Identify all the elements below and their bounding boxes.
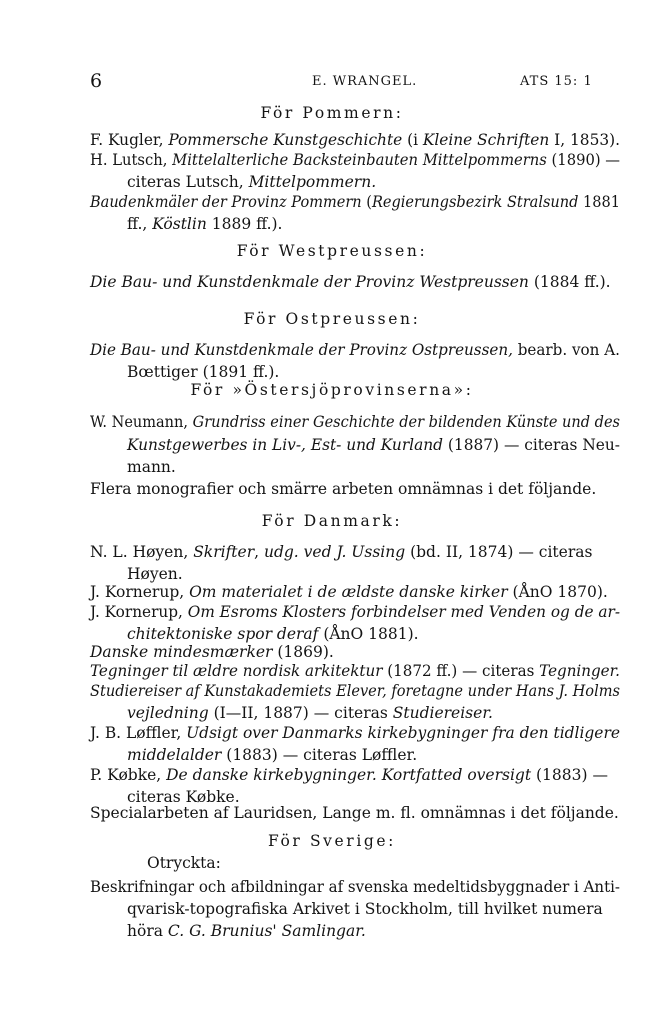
italic-title: Om Esroms Klosters forbindelser med Venden og de ar- xyxy=(187,603,620,621)
text-run: qvarisk-topografiska Arkivet i Stockholm, till hvilket numera xyxy=(127,900,603,918)
bibliography-entry-continuation xyxy=(127,214,283,234)
bibliography-entry-line xyxy=(90,877,620,897)
italic-title: Tegninger. xyxy=(539,662,620,680)
section-heading: För Ostpreussen: xyxy=(243,310,421,328)
text-run: Specialarbeten af Lauridsen, Lange m. fl. omnämnas i det följande. xyxy=(90,804,619,822)
bibliography-entry-line xyxy=(90,130,620,150)
text-run: J. Kornerup, xyxy=(90,603,188,621)
text-run: (i xyxy=(402,131,423,149)
text-run: F. Kugler, xyxy=(90,131,169,149)
bibliography-entry-line xyxy=(90,765,608,785)
bibliography-entry-line xyxy=(90,681,620,701)
italic-title: Mittelalterliche Backsteinbauten Mittelpommerns xyxy=(172,151,547,169)
italic-title: Die Bau- und Kunstdenkmale der Provinz Westpreussen xyxy=(90,273,529,291)
bibliography-entry-continuation xyxy=(127,172,376,192)
text-run: H. Lutsch, xyxy=(90,151,173,169)
bibliography-entry-line xyxy=(90,412,620,432)
bibliography-entry-line xyxy=(90,582,608,602)
bibliography-entry-continuation xyxy=(127,564,183,584)
text-run: (bd. II, 1874) — citeras xyxy=(405,543,593,561)
text-run: 1881 xyxy=(578,193,620,211)
text-run: Beskrifningar och afbildningar af svenska medeltidsbyggnader i Anti- xyxy=(90,878,620,896)
text-run: W. Neumann, xyxy=(90,413,193,431)
text-run: (1883) — citeras Løffler. xyxy=(221,746,418,764)
italic-title: Regierungsbezirk Stralsund xyxy=(371,193,579,211)
italic-title: C. G. Brunius' Samlingar. xyxy=(167,922,366,940)
text-run: (1890) — xyxy=(546,151,620,169)
italic-title: Om materialet i de ældste danske kirker xyxy=(189,583,508,601)
italic-title: middelalder xyxy=(127,746,222,764)
text-run: (1869). xyxy=(272,643,334,661)
bibliography-entry-continuation xyxy=(127,703,493,723)
text-run: (ÅnO 1870). xyxy=(507,583,608,601)
italic-title: udg. ved J. Ussing xyxy=(263,543,406,561)
italic-title: Danske mindesmærker xyxy=(90,643,273,661)
italic-title: vejledning xyxy=(127,704,209,722)
bibliography-entry-line xyxy=(90,661,620,681)
bibliography-entry-line xyxy=(90,272,611,292)
bibliography-entry-line xyxy=(90,723,620,743)
bibliography-entry-line xyxy=(90,150,620,170)
bibliography-entry-line xyxy=(90,340,620,360)
italic-title: chitektoniske spor deraf xyxy=(127,625,319,643)
bibliography-entry-line xyxy=(90,192,620,212)
bibliography-entry-continuation xyxy=(127,435,620,455)
text-run: Flera monografier och smärre arbeten omnämnas i det följande. xyxy=(90,480,597,498)
bibliography-entry-line xyxy=(90,542,592,562)
italic-title: Kunstgewerbes in Liv-, Est- und Kurland xyxy=(127,436,444,454)
italic-title: Udsigt over Danmarks kirkebygninger fra den tidligere xyxy=(186,724,620,742)
section-heading: För Danmark: xyxy=(261,512,403,530)
text-run: (1887) — citeras Neu- xyxy=(443,436,620,454)
bibliography-entry-continuation xyxy=(127,362,279,382)
bibliography-entry-continuation xyxy=(127,624,419,644)
text-run: Bœttiger (1891 ff.). xyxy=(127,363,280,381)
page-number: 6 xyxy=(90,70,103,92)
running-header-author: E. WRANGEL. xyxy=(312,74,418,89)
italic-title: Die Bau- und Kunstdenkmale der Provinz Ostpreussen, xyxy=(90,341,513,359)
italic-title: Studiereiser. xyxy=(392,704,493,722)
italic-title: Skrifter xyxy=(193,543,255,561)
text-run: citeras Købke. xyxy=(127,788,240,806)
italic-title: Baudenkmäler der Provinz Pommern xyxy=(90,193,362,211)
text-run: Høyen. xyxy=(127,565,183,583)
section-heading: För Sverige: xyxy=(267,832,396,850)
text-run: (1872 ff.) — citeras xyxy=(382,662,540,680)
text-run: mann. xyxy=(127,458,176,476)
bibliography-entry-line xyxy=(90,803,619,823)
text-run: 1889 ff.). xyxy=(206,215,283,233)
bibliography-entry-continuation xyxy=(127,457,176,477)
bibliography-entry-continuation xyxy=(127,899,603,919)
text-run: I, 1853). xyxy=(549,131,620,149)
bibliography-entry-line xyxy=(90,602,620,622)
italic-title: Tegninger til ældre nordisk arkitektur xyxy=(90,662,383,680)
subheading: Otryckta: xyxy=(147,854,221,872)
text-run: , xyxy=(254,543,264,561)
italic-title: Köstlin xyxy=(152,215,207,233)
text-run: J. Kornerup, xyxy=(90,583,190,601)
italic-title: Pommersche Kunstgeschichte xyxy=(168,131,403,149)
bibliography-entry-continuation xyxy=(127,921,366,941)
text-run: N. L. Høyen, xyxy=(90,543,194,561)
italic-title: Studiereiser af Kunstakademiets Elever, foretagne under Hans J. Holms xyxy=(90,682,620,700)
text-run: ff., xyxy=(127,215,153,233)
bibliography-entry-line xyxy=(90,479,596,499)
italic-title: De danske kirkebygninger. Kortfatted oversigt xyxy=(166,766,532,784)
italic-title: Grundriss einer Geschichte der bildenden Künste und des xyxy=(192,413,620,431)
section-heading: För Westpreussen: xyxy=(236,242,428,260)
bibliography-entry-line xyxy=(90,642,334,662)
italic-title: Kleine Schriften xyxy=(422,131,550,149)
running-header-series: ATS 15: 1 xyxy=(520,74,593,89)
text-run: (1883) — xyxy=(531,766,608,784)
text-run: (1884 ff.). xyxy=(528,273,611,291)
text-run: citeras Lutsch, xyxy=(127,173,249,191)
italic-title: Mittelpommern. xyxy=(248,173,377,191)
text-run: (ÅnO 1881). xyxy=(318,625,419,643)
text-run: P. Købke, xyxy=(90,766,167,784)
text-run: J. B. Løffler, xyxy=(90,724,187,742)
text-run: (I—II, 1887) — citeras xyxy=(208,704,393,722)
bibliography-entry-continuation xyxy=(127,745,417,765)
text-run: bearb. von A. xyxy=(512,341,620,359)
text-run: ( xyxy=(361,193,372,211)
section-heading: För »Östersjöprovinserna»: xyxy=(190,381,474,399)
text-run: höra xyxy=(127,922,168,940)
section-heading: För Pommern: xyxy=(260,104,404,122)
